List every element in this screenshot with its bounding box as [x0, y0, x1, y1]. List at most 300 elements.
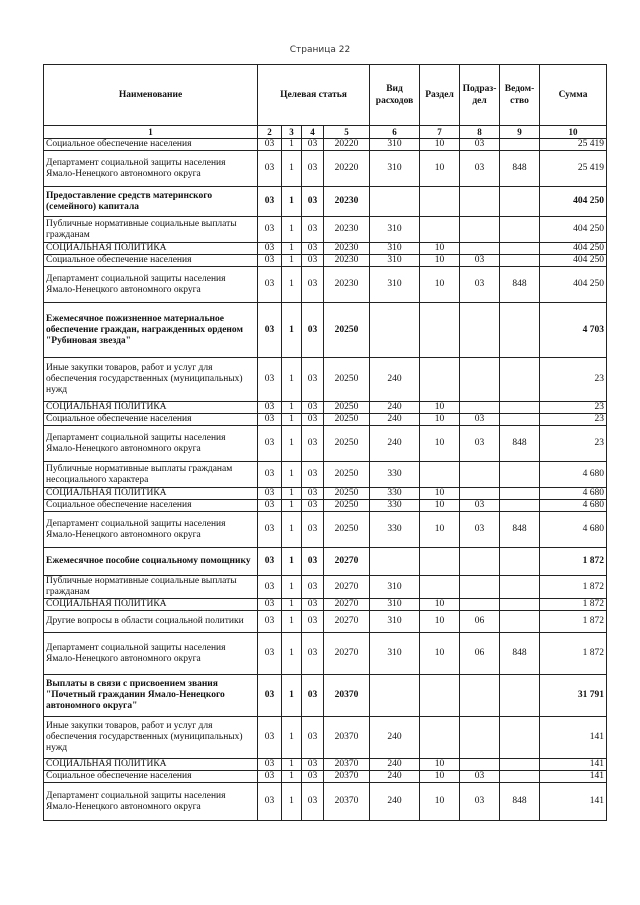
cell-name: Иные закупки товаров, работ и услуг для обеспечения государственных (муниципальных) нужд — [44, 717, 258, 759]
cell-name: Публичные нормативные социальные выплаты гражданам — [44, 217, 258, 243]
cell-subsection: 03 — [460, 500, 500, 512]
table-row — [44, 358, 607, 402]
cell-section: 10 — [420, 488, 460, 500]
cell-department — [500, 303, 540, 358]
cell-target-group: 03 — [302, 675, 324, 717]
cell-section: 10 — [420, 151, 460, 187]
cell-target-code: 20370 — [324, 759, 370, 771]
table-row — [44, 243, 607, 255]
cell-section: 10 — [420, 759, 460, 771]
cell-department — [500, 187, 540, 217]
cell-target-subprogram: 1 — [282, 717, 302, 759]
cell-sum: 404 250 — [540, 187, 607, 217]
cell-expense-type: 330 — [370, 512, 420, 548]
column-number: 8 — [460, 126, 500, 139]
table-row — [44, 717, 607, 759]
cell-target-code: 20250 — [324, 512, 370, 548]
cell-section: 10 — [420, 611, 460, 633]
cell-target-group: 03 — [302, 759, 324, 771]
cell-target-group: 03 — [302, 267, 324, 303]
cell-target-code: 20370 — [324, 783, 370, 821]
cell-expense-type: 310 — [370, 633, 420, 675]
cell-target-subprogram: 1 — [282, 151, 302, 187]
cell-name: Выплаты в связи с присвоением звания "Почетный гражданин Ямало-Ненецкого автономного округа" — [44, 675, 258, 717]
table-row — [44, 414, 607, 426]
cell-department: 848 — [500, 151, 540, 187]
cell-sum: 4 680 — [540, 488, 607, 500]
cell-target-group: 03 — [302, 548, 324, 576]
cell-expense-type: 330 — [370, 488, 420, 500]
cell-target-group: 03 — [302, 402, 324, 414]
table-row — [44, 576, 607, 599]
cell-target-subprogram: 1 — [282, 500, 302, 512]
cell-target-program: 03 — [258, 488, 282, 500]
cell-target-program: 03 — [258, 548, 282, 576]
cell-section — [420, 303, 460, 358]
cell-sum: 23 — [540, 402, 607, 414]
cell-department — [500, 675, 540, 717]
cell-department — [500, 255, 540, 267]
cell-section: 10 — [420, 512, 460, 548]
cell-sum: 4 680 — [540, 462, 607, 488]
cell-expense-type: 240 — [370, 426, 420, 462]
cell-name: СОЦИАЛЬНАЯ ПОЛИТИКА — [44, 243, 258, 255]
cell-subsection: 03 — [460, 512, 500, 548]
cell-target-group: 03 — [302, 139, 324, 151]
cell-target-program: 03 — [258, 151, 282, 187]
cell-sum: 4 680 — [540, 512, 607, 548]
cell-target-program: 03 — [258, 759, 282, 771]
cell-name: Иные закупки товаров, работ и услуг для обеспечения государственных (муниципальных) нужд — [44, 358, 258, 402]
cell-target-group: 03 — [302, 187, 324, 217]
cell-sum: 1 872 — [540, 611, 607, 633]
cell-section: 10 — [420, 255, 460, 267]
cell-department: 848 — [500, 512, 540, 548]
cell-target-group: 03 — [302, 500, 324, 512]
cell-target-subprogram: 1 — [282, 675, 302, 717]
cell-section: 10 — [420, 633, 460, 675]
table-row — [44, 267, 607, 303]
header-name: Наименование — [44, 65, 258, 126]
cell-section: 10 — [420, 243, 460, 255]
cell-subsection — [460, 358, 500, 402]
column-number: 5 — [324, 126, 370, 139]
cell-section: 10 — [420, 500, 460, 512]
cell-department — [500, 599, 540, 611]
table-row — [44, 675, 607, 717]
cell-department: 848 — [500, 267, 540, 303]
cell-target-program: 03 — [258, 462, 282, 488]
cell-target-program: 03 — [258, 576, 282, 599]
cell-department — [500, 217, 540, 243]
cell-department: 848 — [500, 426, 540, 462]
cell-target-code: 20230 — [324, 187, 370, 217]
cell-target-code: 20250 — [324, 500, 370, 512]
cell-name: СОЦИАЛЬНАЯ ПОЛИТИКА — [44, 402, 258, 414]
cell-sum: 4 703 — [540, 303, 607, 358]
table-row — [44, 462, 607, 488]
cell-target-code: 20250 — [324, 402, 370, 414]
column-number: 10 — [540, 126, 607, 139]
cell-target-program: 03 — [258, 599, 282, 611]
cell-target-subprogram: 1 — [282, 303, 302, 358]
cell-sum: 1 872 — [540, 548, 607, 576]
cell-expense-type: 330 — [370, 462, 420, 488]
table-row — [44, 633, 607, 675]
cell-expense-type: 310 — [370, 611, 420, 633]
table-row — [44, 187, 607, 217]
cell-subsection: 03 — [460, 783, 500, 821]
table-row — [44, 611, 607, 633]
cell-name: Публичные нормативные социальные выплаты гражданам — [44, 576, 258, 599]
cell-target-code: 20250 — [324, 358, 370, 402]
cell-expense-type: 240 — [370, 402, 420, 414]
cell-subsection: 06 — [460, 633, 500, 675]
cell-department — [500, 717, 540, 759]
cell-target-subprogram: 1 — [282, 783, 302, 821]
cell-expense-type: 310 — [370, 217, 420, 243]
cell-department — [500, 611, 540, 633]
cell-subsection — [460, 576, 500, 599]
cell-section — [420, 358, 460, 402]
table-row — [44, 599, 607, 611]
cell-name: Социальное обеспечение населения — [44, 771, 258, 783]
cell-name: Департамент социальной защиты населения Ямало-Ненецкого автономного округа — [44, 426, 258, 462]
cell-expense-type — [370, 675, 420, 717]
cell-section: 10 — [420, 599, 460, 611]
cell-sum: 4 680 — [540, 500, 607, 512]
cell-section: 10 — [420, 414, 460, 426]
cell-name: Предоставление средств материнского (семейного) капитала — [44, 187, 258, 217]
cell-target-subprogram: 1 — [282, 576, 302, 599]
cell-target-program: 03 — [258, 771, 282, 783]
cell-target-code: 20250 — [324, 303, 370, 358]
cell-subsection — [460, 303, 500, 358]
table-row — [44, 548, 607, 576]
column-number: 3 — [282, 126, 302, 139]
cell-target-code: 20370 — [324, 717, 370, 759]
column-number-row — [44, 126, 607, 139]
cell-department — [500, 358, 540, 402]
cell-target-program: 03 — [258, 717, 282, 759]
cell-target-group: 03 — [302, 243, 324, 255]
cell-subsection — [460, 717, 500, 759]
cell-target-subprogram: 1 — [282, 187, 302, 217]
cell-target-subprogram: 1 — [282, 255, 302, 267]
cell-expense-type: 240 — [370, 358, 420, 402]
cell-target-code: 20270 — [324, 611, 370, 633]
cell-target-subprogram: 1 — [282, 267, 302, 303]
cell-sum: 1 872 — [540, 633, 607, 675]
table-row — [44, 488, 607, 500]
cell-sum: 23 — [540, 414, 607, 426]
cell-target-program: 03 — [258, 267, 282, 303]
cell-section — [420, 675, 460, 717]
table-row — [44, 255, 607, 267]
cell-target-program: 03 — [258, 139, 282, 151]
cell-subsection: 03 — [460, 426, 500, 462]
cell-target-code: 20270 — [324, 633, 370, 675]
cell-department — [500, 576, 540, 599]
cell-target-program: 03 — [258, 217, 282, 243]
cell-department — [500, 548, 540, 576]
cell-target-program: 03 — [258, 633, 282, 675]
header-subsection: Подраз-дел — [460, 65, 500, 126]
cell-target-code: 20250 — [324, 488, 370, 500]
cell-sum: 141 — [540, 771, 607, 783]
cell-target-group: 03 — [302, 217, 324, 243]
cell-target-group: 03 — [302, 462, 324, 488]
cell-sum: 25 419 — [540, 151, 607, 187]
cell-expense-type: 330 — [370, 500, 420, 512]
column-number: 9 — [500, 126, 540, 139]
cell-target-group: 03 — [302, 599, 324, 611]
cell-expense-type: 310 — [370, 243, 420, 255]
cell-subsection: 03 — [460, 414, 500, 426]
table-row — [44, 771, 607, 783]
cell-department — [500, 759, 540, 771]
cell-expense-type: 310 — [370, 139, 420, 151]
cell-target-program: 03 — [258, 611, 282, 633]
cell-target-program: 03 — [258, 358, 282, 402]
table-row — [44, 500, 607, 512]
cell-target-code: 20230 — [324, 255, 370, 267]
cell-target-program: 03 — [258, 512, 282, 548]
cell-department — [500, 243, 540, 255]
header-sum: Сумма — [540, 65, 607, 126]
cell-section: 10 — [420, 426, 460, 462]
cell-target-code: 20250 — [324, 414, 370, 426]
cell-name: Ежемесячное пожизненное материальное обеспечение граждан, награжденных орденом "Рубиновая звезда" — [44, 303, 258, 358]
cell-department — [500, 139, 540, 151]
cell-sum: 404 250 — [540, 255, 607, 267]
cell-expense-type: 240 — [370, 717, 420, 759]
cell-target-group: 03 — [302, 426, 324, 462]
cell-target-subprogram: 1 — [282, 243, 302, 255]
cell-target-subprogram: 1 — [282, 599, 302, 611]
header-department: Ведом-ство — [500, 65, 540, 126]
header-section: Раздел — [420, 65, 460, 126]
cell-target-subprogram: 1 — [282, 488, 302, 500]
cell-target-group: 03 — [302, 633, 324, 675]
cell-department — [500, 414, 540, 426]
cell-target-subprogram: 1 — [282, 358, 302, 402]
cell-department — [500, 771, 540, 783]
cell-target-group: 03 — [302, 414, 324, 426]
cell-sum: 23 — [540, 358, 607, 402]
table-row — [44, 303, 607, 358]
column-number: 4 — [302, 126, 324, 139]
cell-section — [420, 187, 460, 217]
cell-section: 10 — [420, 267, 460, 303]
cell-target-program: 03 — [258, 675, 282, 717]
cell-target-program: 03 — [258, 500, 282, 512]
cell-department — [500, 462, 540, 488]
cell-subsection: 03 — [460, 267, 500, 303]
table-row — [44, 759, 607, 771]
cell-subsection — [460, 187, 500, 217]
cell-expense-type: 310 — [370, 267, 420, 303]
cell-section — [420, 717, 460, 759]
cell-expense-type: 310 — [370, 255, 420, 267]
cell-subsection: 06 — [460, 611, 500, 633]
cell-target-code: 20270 — [324, 576, 370, 599]
cell-department: 848 — [500, 633, 540, 675]
cell-target-program: 03 — [258, 255, 282, 267]
cell-expense-type: 240 — [370, 771, 420, 783]
cell-subsection — [460, 675, 500, 717]
column-number: 1 — [44, 126, 258, 139]
cell-target-code: 20230 — [324, 267, 370, 303]
cell-department — [500, 402, 540, 414]
table-row — [44, 151, 607, 187]
cell-expense-type — [370, 187, 420, 217]
cell-subsection — [460, 243, 500, 255]
cell-target-code: 20370 — [324, 771, 370, 783]
cell-target-subprogram: 1 — [282, 633, 302, 675]
cell-target-code: 20220 — [324, 139, 370, 151]
cell-name: Департамент социальной защиты населения Ямало-Ненецкого автономного округа — [44, 783, 258, 821]
cell-name: СОЦИАЛЬНАЯ ПОЛИТИКА — [44, 488, 258, 500]
cell-name: Ежемесячное пособие социальному помощнику — [44, 548, 258, 576]
cell-department — [500, 500, 540, 512]
cell-subsection — [460, 402, 500, 414]
cell-target-subprogram: 1 — [282, 217, 302, 243]
cell-target-group: 03 — [302, 611, 324, 633]
cell-department — [500, 488, 540, 500]
cell-name: Департамент социальной защиты населения Ямало-Ненецкого автономного округа — [44, 267, 258, 303]
cell-target-subprogram: 1 — [282, 548, 302, 576]
cell-target-subprogram: 1 — [282, 462, 302, 488]
cell-target-code: 20220 — [324, 151, 370, 187]
cell-target-group: 03 — [302, 783, 324, 821]
cell-subsection — [460, 599, 500, 611]
cell-subsection: 03 — [460, 771, 500, 783]
cell-subsection: 03 — [460, 255, 500, 267]
cell-sum: 31 791 — [540, 675, 607, 717]
cell-expense-type: 240 — [370, 783, 420, 821]
cell-target-subprogram: 1 — [282, 414, 302, 426]
cell-target-program: 03 — [258, 783, 282, 821]
cell-sum: 404 250 — [540, 267, 607, 303]
cell-section: 10 — [420, 402, 460, 414]
cell-target-program: 03 — [258, 243, 282, 255]
cell-expense-type — [370, 303, 420, 358]
table-row — [44, 783, 607, 821]
cell-target-subprogram: 1 — [282, 771, 302, 783]
cell-subsection — [460, 217, 500, 243]
cell-section — [420, 576, 460, 599]
table-row — [44, 512, 607, 548]
cell-department: 848 — [500, 783, 540, 821]
cell-target-program: 03 — [258, 414, 282, 426]
cell-target-code: 20250 — [324, 426, 370, 462]
cell-name: Социальное обеспечение населения — [44, 500, 258, 512]
table-row — [44, 139, 607, 151]
cell-subsection — [460, 488, 500, 500]
page-number-header: Страница 22 — [289, 45, 351, 55]
cell-target-code: 20270 — [324, 548, 370, 576]
column-number: 6 — [370, 126, 420, 139]
cell-subsection — [460, 462, 500, 488]
cell-name: СОЦИАЛЬНАЯ ПОЛИТИКА — [44, 599, 258, 611]
cell-expense-type: 240 — [370, 759, 420, 771]
cell-target-code: 20270 — [324, 599, 370, 611]
table-row — [44, 217, 607, 243]
cell-name: Департамент социальной защиты населения Ямало-Ненецкого автономного округа — [44, 512, 258, 548]
cell-subsection: 03 — [460, 151, 500, 187]
cell-target-group: 03 — [302, 771, 324, 783]
cell-name: СОЦИАЛЬНАЯ ПОЛИТИКА — [44, 759, 258, 771]
table-row — [44, 426, 607, 462]
cell-target-subprogram: 1 — [282, 611, 302, 633]
cell-sum: 141 — [540, 717, 607, 759]
cell-target-group: 03 — [302, 358, 324, 402]
cell-target-group: 03 — [302, 576, 324, 599]
cell-section — [420, 217, 460, 243]
cell-target-code: 20230 — [324, 243, 370, 255]
budget-table — [43, 64, 607, 821]
cell-target-subprogram: 1 — [282, 139, 302, 151]
table-body — [44, 139, 607, 821]
cell-target-group: 03 — [302, 512, 324, 548]
header-type: Вид расходов — [370, 65, 420, 126]
cell-target-group: 03 — [302, 717, 324, 759]
cell-section: 10 — [420, 139, 460, 151]
cell-sum: 1 872 — [540, 599, 607, 611]
cell-expense-type: 310 — [370, 599, 420, 611]
cell-sum: 141 — [540, 783, 607, 821]
cell-target-subprogram: 1 — [282, 426, 302, 462]
cell-section: 10 — [420, 771, 460, 783]
cell-subsection — [460, 759, 500, 771]
cell-target-group: 03 — [302, 303, 324, 358]
cell-name: Департамент социальной защиты населения Ямало-Ненецкого автономного округа — [44, 151, 258, 187]
cell-target-group: 03 — [302, 151, 324, 187]
cell-target-code: 20370 — [324, 675, 370, 717]
column-number: 2 — [258, 126, 282, 139]
cell-sum: 141 — [540, 759, 607, 771]
cell-section — [420, 548, 460, 576]
cell-expense-type — [370, 548, 420, 576]
column-header-row — [44, 65, 607, 126]
cell-name: Социальное обеспечение населения — [44, 255, 258, 267]
cell-name: Департамент социальной защиты населения Ямало-Ненецкого автономного округа — [44, 633, 258, 675]
cell-expense-type: 240 — [370, 414, 420, 426]
cell-subsection — [460, 548, 500, 576]
cell-target-code: 20250 — [324, 462, 370, 488]
cell-section: 10 — [420, 783, 460, 821]
cell-name: Публичные нормативные выплаты гражданам несоциального характера — [44, 462, 258, 488]
header-target: Целевая статья — [258, 65, 370, 126]
cell-target-subprogram: 1 — [282, 759, 302, 771]
cell-expense-type: 310 — [370, 151, 420, 187]
cell-target-code: 20230 — [324, 217, 370, 243]
cell-name: Социальное обеспечение населения — [44, 414, 258, 426]
cell-sum: 25 419 — [540, 139, 607, 151]
cell-sum: 404 250 — [540, 243, 607, 255]
cell-sum: 23 — [540, 426, 607, 462]
cell-target-program: 03 — [258, 426, 282, 462]
cell-name: Социальное обеспечение населения — [44, 139, 258, 151]
cell-sum: 404 250 — [540, 217, 607, 243]
cell-sum: 1 872 — [540, 576, 607, 599]
cell-subsection: 03 — [460, 139, 500, 151]
cell-target-program: 03 — [258, 187, 282, 217]
cell-target-subprogram: 1 — [282, 512, 302, 548]
cell-target-subprogram: 1 — [282, 402, 302, 414]
cell-target-program: 03 — [258, 402, 282, 414]
